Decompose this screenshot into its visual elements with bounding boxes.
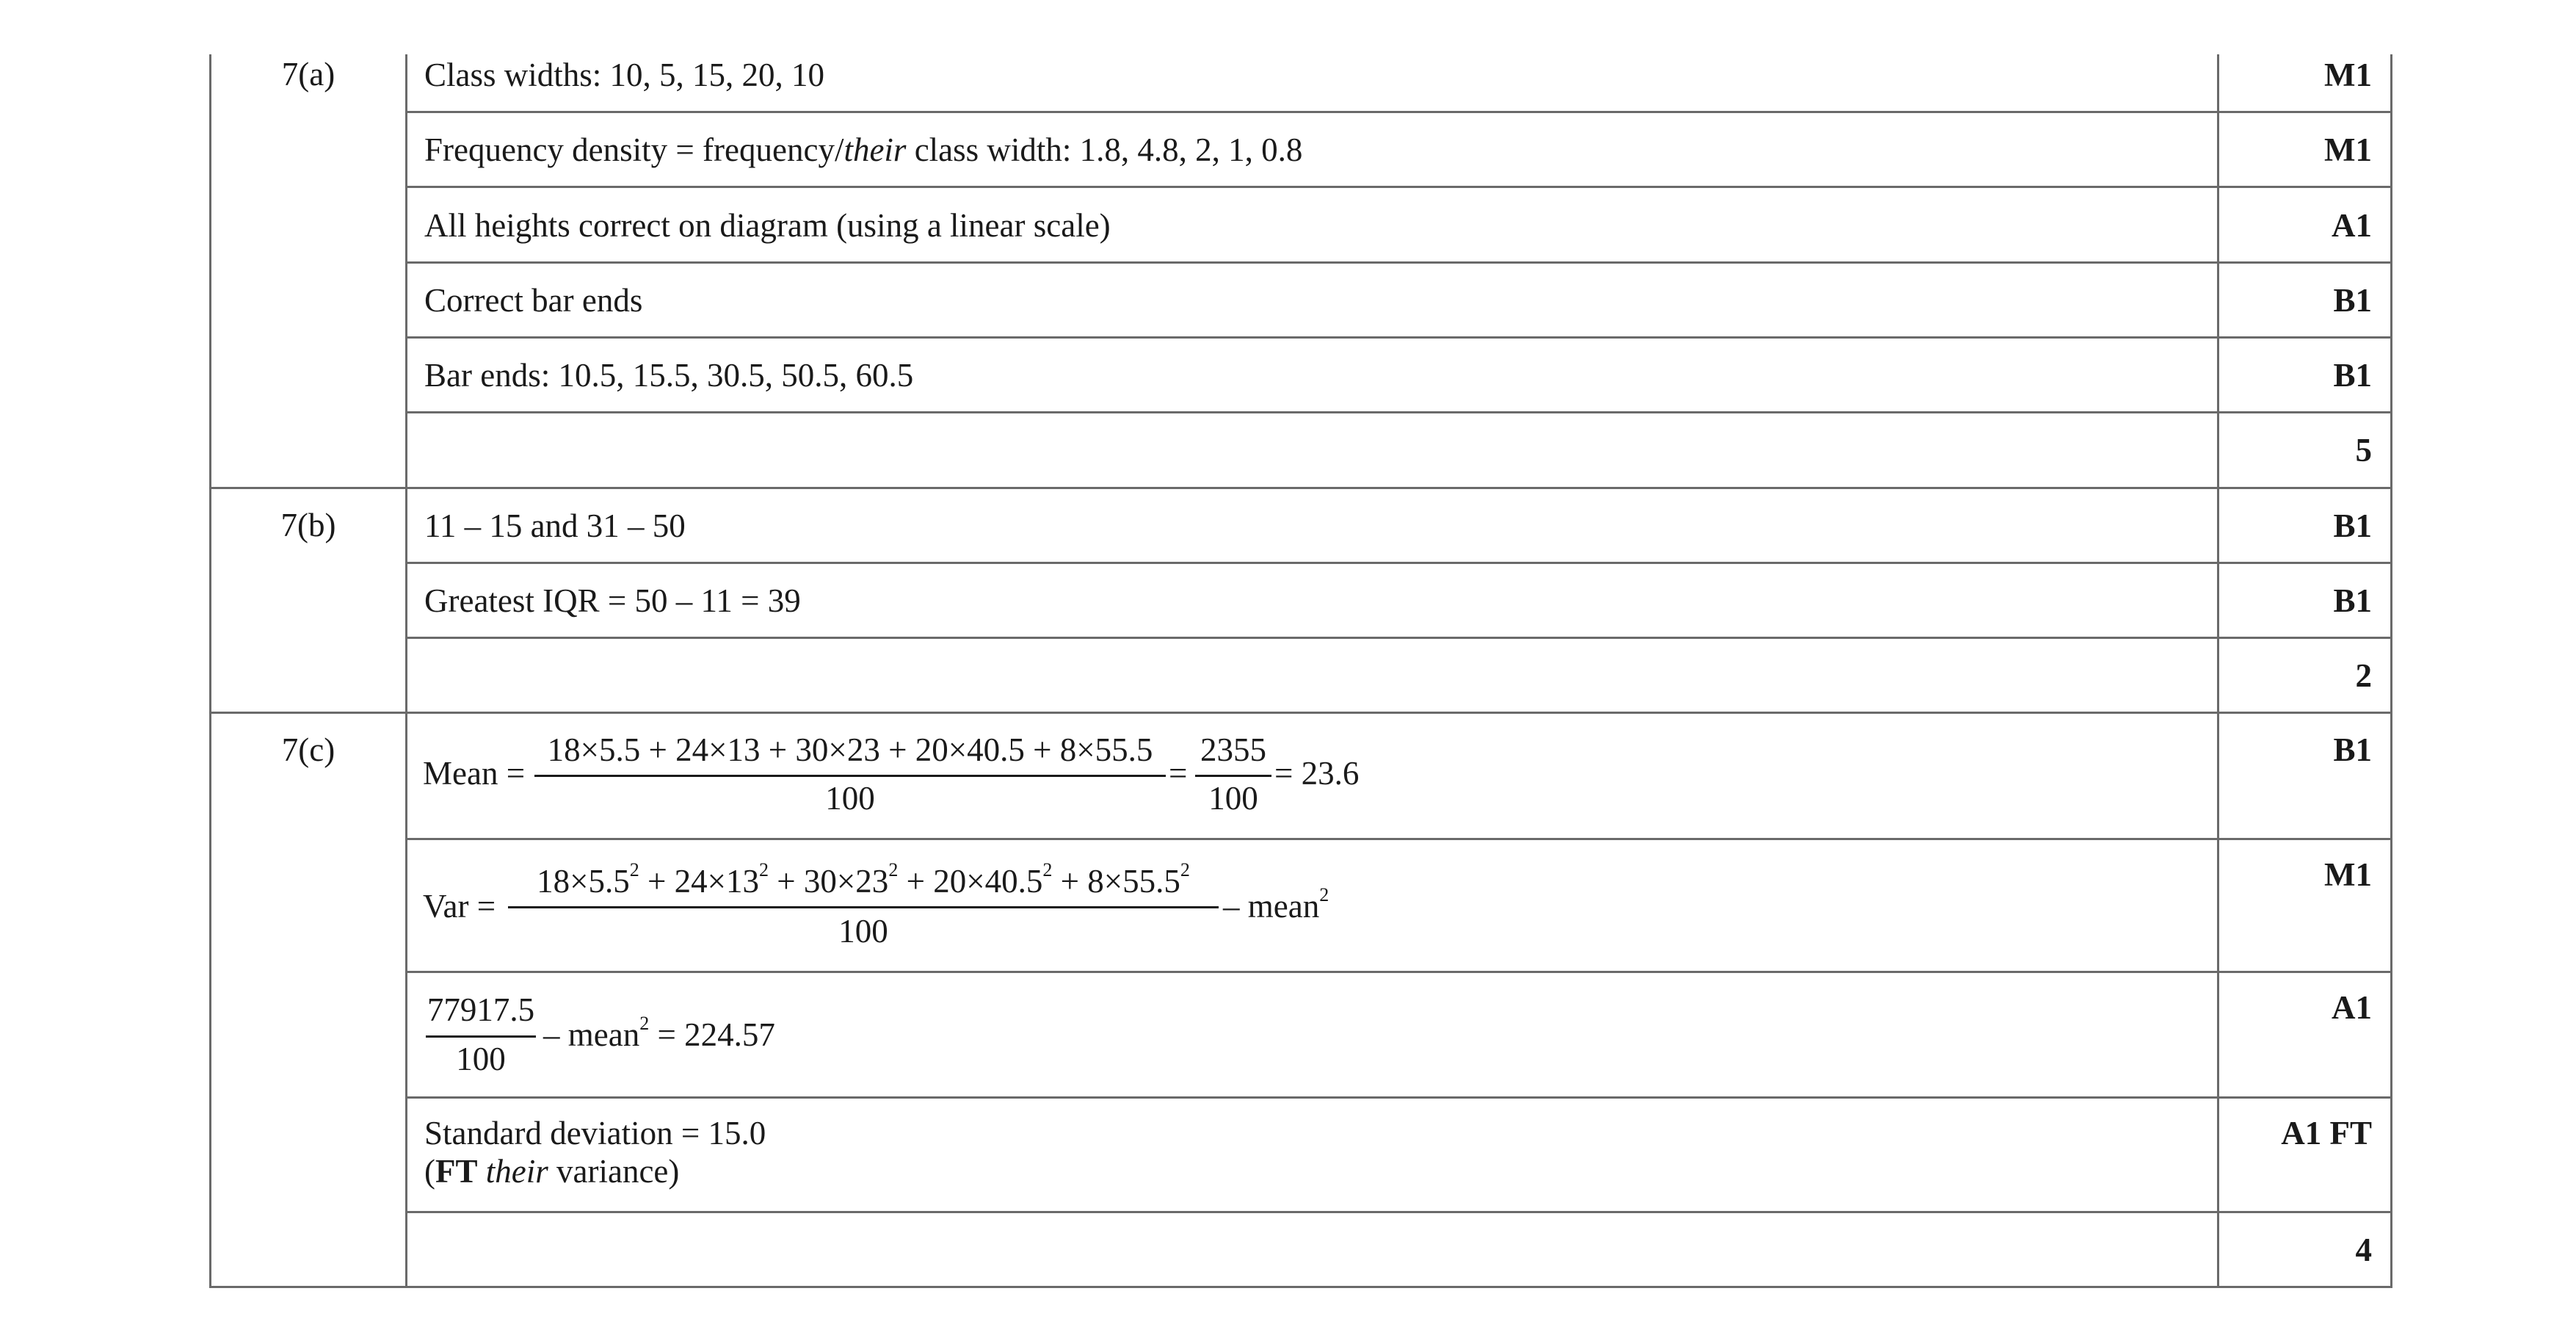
total-marks: 5 bbox=[2355, 432, 2372, 469]
table-border-left bbox=[209, 54, 211, 1288]
row-divider bbox=[405, 1211, 2392, 1213]
sum-fx2-numerator: 77917.5 bbox=[427, 991, 535, 1028]
table-border-bottom bbox=[209, 1286, 2392, 1288]
question-number: 7(c) bbox=[281, 731, 335, 768]
question-number: 7(b) bbox=[280, 507, 336, 543]
mark: B1 bbox=[2333, 282, 2372, 319]
mean-denominator-2: 100 bbox=[1208, 780, 1258, 817]
answer-text: Frequency density = frequency/their class width: 1.8, 4.8, 2, 1, 0.8 bbox=[424, 131, 1303, 168]
row-divider bbox=[405, 838, 2392, 840]
answer-text: Class widths: 10, 5, 15, 20, 10 bbox=[424, 57, 825, 93]
answer-text: Bar ends: 10.5, 15.5, 30.5, 50.5, 60.5 bbox=[424, 357, 914, 394]
mark: A1 FT bbox=[2281, 1115, 2372, 1151]
table-border-right bbox=[2390, 54, 2392, 1288]
mean-denominator: 100 bbox=[825, 780, 875, 817]
row-divider bbox=[405, 1096, 2392, 1099]
mark: B1 bbox=[2333, 357, 2372, 394]
total-marks: 2 bbox=[2355, 657, 2372, 694]
fraction-bar bbox=[508, 906, 1219, 908]
row-divider bbox=[405, 637, 2392, 639]
row-divider bbox=[405, 562, 2392, 564]
section-divider bbox=[209, 487, 2392, 489]
mean-label: Mean = bbox=[423, 755, 526, 792]
section-divider bbox=[209, 712, 2392, 714]
row-divider bbox=[405, 411, 2392, 413]
mean-numerator-2: 2355 bbox=[1200, 731, 1266, 768]
answer-text: Standard deviation = 15.0 (FT their variance) bbox=[424, 1115, 766, 1190]
answer-text: Correct bar ends bbox=[424, 282, 643, 319]
mean-result: = 23.6 bbox=[1274, 755, 1360, 792]
answer-text: All heights correct on diagram (using a linear scale) bbox=[424, 207, 1111, 244]
mark: A1 bbox=[2332, 207, 2372, 244]
total-marks: 4 bbox=[2355, 1232, 2372, 1268]
variance-tail: – mean$^2$ bbox=[1223, 884, 1329, 925]
question-number: 7(a) bbox=[281, 56, 335, 93]
fraction-bar bbox=[426, 1035, 536, 1038]
mark: B1 bbox=[2333, 507, 2372, 544]
mark: B1 bbox=[2333, 731, 2372, 768]
row-divider bbox=[405, 971, 2392, 973]
sum-fx2-denominator: 100 bbox=[456, 1041, 506, 1077]
variance-result: – mean$^2$ = 224.57 bbox=[543, 1013, 775, 1053]
variance-label: Var = bbox=[423, 888, 496, 925]
row-divider bbox=[405, 336, 2392, 339]
equals-sign: = bbox=[1169, 755, 1188, 792]
mean-numerator: 18×5.5 + 24×13 + 30×23 + 20×40.5 + 8×55.5 bbox=[547, 731, 1153, 768]
variance-numerator: $18\times 5.5^2 + 24\times 13^2 + 30\times 23^2 + 20\times 40.5^2 + 8\times 55.5^2$ bbox=[537, 859, 1190, 900]
mark: M1 bbox=[2324, 856, 2372, 893]
row-divider bbox=[405, 111, 2392, 113]
column-divider-question bbox=[405, 54, 407, 1288]
answer-text: Greatest IQR = 50 – 11 = 39 bbox=[424, 582, 801, 619]
fraction-bar bbox=[534, 775, 1166, 777]
mark: M1 bbox=[2324, 131, 2372, 168]
row-divider bbox=[405, 186, 2392, 188]
variance-denominator: 100 bbox=[838, 913, 888, 950]
mark: M1 bbox=[2324, 57, 2372, 93]
column-divider-marks bbox=[2217, 54, 2219, 1288]
row-divider bbox=[405, 261, 2392, 264]
mark: A1 bbox=[2332, 989, 2372, 1026]
mark: B1 bbox=[2333, 582, 2372, 619]
fraction-bar bbox=[1195, 775, 1271, 777]
answer-text: 11 – 15 and 31 – 50 bbox=[424, 507, 686, 544]
